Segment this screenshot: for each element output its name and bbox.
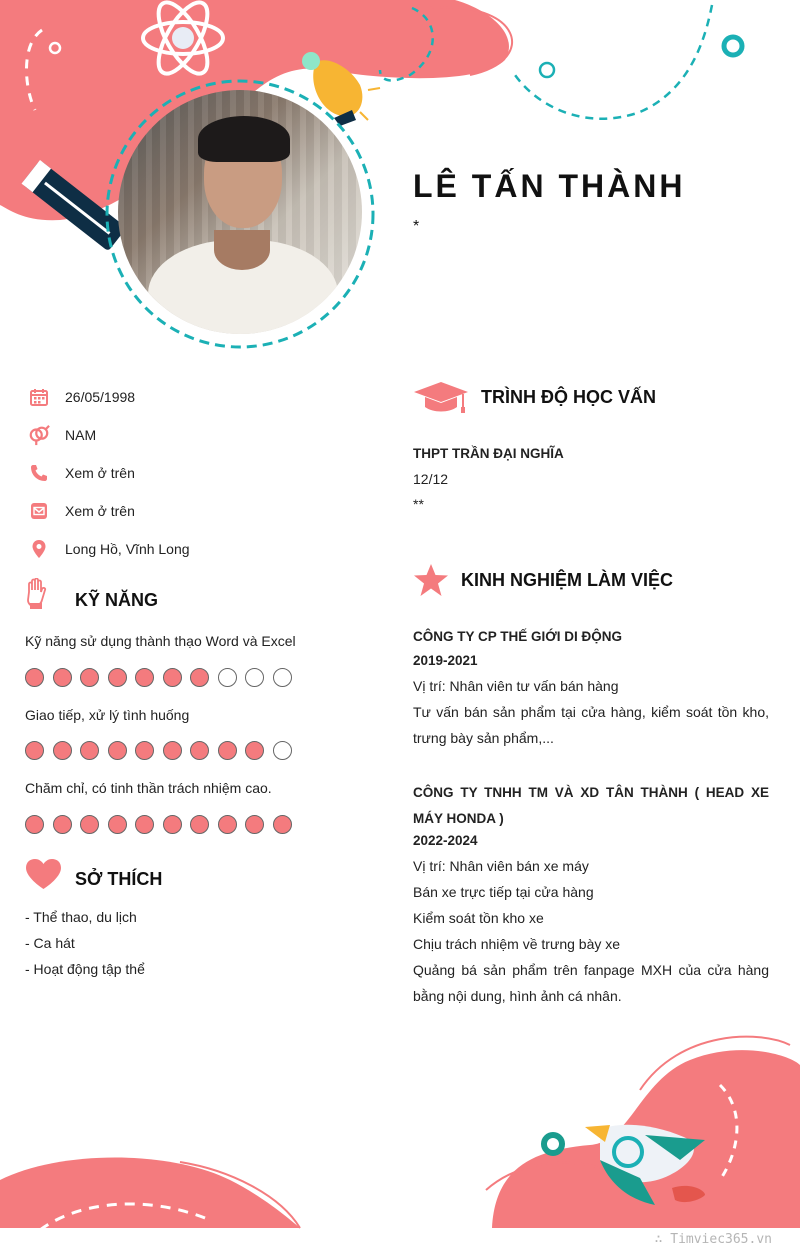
job-line: Tư vấn bán sản phẩm tại cửa hàng, kiểm soát tồn kho, trưng bày sản phẩm,... [413, 704, 769, 746]
hobby-item: - Hoạt động tập thể [25, 961, 145, 977]
skill-dot-filled [273, 815, 292, 834]
education-grade: 12/12 [413, 471, 449, 487]
skill-dot-filled [163, 741, 182, 760]
hand-icon [24, 578, 48, 615]
skill-rating [25, 668, 300, 687]
skill-dot-filled [108, 741, 127, 760]
hobby-item: - Thể thao, du lịch [25, 909, 137, 925]
skill-dot-filled [190, 668, 209, 687]
skill-dot-filled [53, 815, 72, 834]
job-company: CÔNG TY CP THẾ GIỚI DI ĐỘNG [413, 629, 623, 644]
skill-name: Giao tiếp, xử lý tình huống [25, 707, 190, 723]
job-line: Bán xe trực tiếp tại cửa hàng [413, 884, 594, 900]
skill-dot-filled [190, 815, 209, 834]
job-line: Vị trí: Nhân viên tư vấn bán hàng [413, 678, 619, 694]
education-note: ** [413, 496, 424, 512]
skill-dot-filled [25, 741, 44, 760]
skills-title: KỸ NĂNG [75, 590, 159, 610]
hobbies-title: SỞ THÍCH [75, 869, 163, 889]
skill-dot-filled [80, 815, 99, 834]
skill-dot-empty [273, 668, 292, 687]
contact-value: Long Hồ, Vĩnh Long [65, 541, 190, 557]
heart-icon [25, 858, 62, 895]
skill-rating [25, 815, 300, 834]
skill-dot-filled [218, 741, 237, 760]
skill-dot-filled [163, 815, 182, 834]
skill-dot-filled [135, 741, 154, 760]
skill-dot-filled [53, 668, 72, 687]
experience-title: KINH NGHIỆM LÀM VIỆC [461, 570, 674, 590]
skill-dot-filled [108, 815, 127, 834]
skill-dot-filled [245, 815, 264, 834]
email-icon [28, 500, 50, 522]
job-line: Chịu trách nhiệm về trưng bày xe [413, 936, 621, 952]
skill-dot-empty [218, 668, 237, 687]
skill-dot-filled [25, 815, 44, 834]
skill-dot-empty [273, 741, 292, 760]
skill-dot-filled [135, 668, 154, 687]
footer-brand: ∴ Timviec365.vn [654, 1232, 772, 1247]
job-line: Quảng bá sản phẩm trên fanpage MXH của cửa hàng bằng nội dung, hình ảnh cá nhân. [413, 962, 769, 1004]
skill-dot-empty [245, 668, 264, 687]
calendar-icon [28, 386, 50, 408]
phone-icon [28, 462, 50, 484]
job-line: Kiểm soát tồn kho xe [413, 910, 544, 926]
job-period: 2019-2021 [413, 653, 478, 668]
skill-dot-filled [53, 741, 72, 760]
contact-value: Xem ở trên [65, 503, 135, 519]
graduation-cap-icon [413, 380, 469, 419]
skill-dot-filled [190, 741, 209, 760]
job-period: 2022-2024 [413, 833, 478, 848]
contact-birthdate [28, 384, 358, 410]
skill-name: Kỹ năng sử dụng thành thạo Word và Excel [25, 633, 296, 649]
contact-gender [28, 422, 358, 448]
skill-dot-filled [245, 741, 264, 760]
job-line: Vị trí: Nhân viên bán xe máy [413, 858, 589, 874]
skill-dot-filled [218, 815, 237, 834]
location-icon [28, 538, 50, 560]
skill-dot-filled [163, 668, 182, 687]
skill-rating [25, 741, 300, 760]
contact-value: 26/05/1998 [65, 389, 136, 405]
contact-phone [28, 460, 358, 486]
education-title: TRÌNH ĐỘ HỌC VẤN [481, 387, 656, 407]
profile-photo [118, 90, 362, 334]
education-school: THPT TRẦN ĐẠI NGHĨA [413, 446, 564, 461]
skill-dot-filled [80, 741, 99, 760]
gender-icon [28, 424, 50, 446]
job-company: CÔNG TY TNHH TM VÀ XD TÂN THÀNH ( HEAD XE MÁY HONDA ) [413, 785, 769, 826]
hobby-item: - Ca hát [25, 935, 75, 951]
skill-name: Chăm chỉ, có tinh thần trách nhiệm cao. [25, 780, 272, 796]
skill-dot-filled [135, 815, 154, 834]
contact-value: Xem ở trên [65, 465, 135, 481]
contact-address [28, 536, 358, 562]
contact-value: NAM [65, 427, 97, 443]
candidate-subtitle: * [413, 218, 420, 235]
star-icon [413, 563, 449, 602]
skill-dot-filled [25, 668, 44, 687]
contact-email [28, 498, 358, 524]
skill-dot-filled [80, 668, 99, 687]
candidate-name: LÊ TẤN THÀNH [413, 168, 686, 204]
skill-dot-filled [108, 668, 127, 687]
